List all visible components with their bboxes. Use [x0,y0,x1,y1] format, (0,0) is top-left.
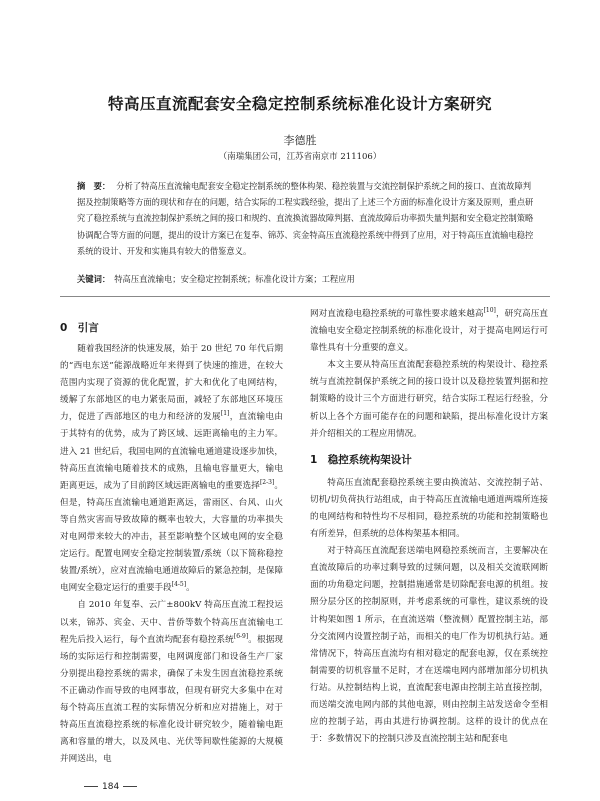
paragraph: 随着我国经济的快速发展，始于 20 世纪 70 年代后期的“西电东送”能源战略近年来得到了快速的推进，在较大范围内实现了资源的优化配置，扩大和优化了电网结构，缓解了东部地区的电力紧张局面，减轻了东部地区环境压力，促进了西部地区的电力和经济的发展[1]，直流输电由于其特有的优势，成为了跨区域、远距离输电的主力军。进入 21 世纪后，我国电网的直流输电通道建设逐步加快，特高压直流输电随着技术的成熟，且输电容量更大，输电距离更远，成为了目前跨区域远距离输电的重要选择[2-3]。但是，特高压直流输电通道距离远，雷雨区、台风、山火等自然灾害而导致故障的概率也较大，大容量的功率损失对电网带来较大的冲击，甚至影响整个区域电网的安全稳定运行。配置电网安全稳定控制装置/系统（以下简称稳控装置/系统），应对直流输电通道故障后的紧急控制，是保障电网安全稳定运行的重要手段[4-5]。 [60,344,283,594]
citation: [4-5] [171,581,187,589]
citation: [6-9] [233,632,249,640]
page-number: 184 [80,782,141,792]
paragraph: 对于特高压直流配套送端电网稳控系统而言，主要解决在直流故障后的功率过剩导致的过频问题，以及相关交流联网断面的功角稳定问题，控制措施通常是切除配套电源的机组。按照分层分区的控制原则，并考虑系统的可靠性，建议系统的设计构架如图 1 所示，在直流送端（整流侧）配置控制主站，部分交流网内设置控制子站，而相关的电厂作为切机执行站。通常情况下，特高压直流均有相对稳定的配套电源，仅在系统控制需要的切机容量不足时，才在送端电网内部增加部分切机执行站。从控制结构上说，直流配套电源由控制主站直接控制，而送端交流电网内部的其他电源，则由控制主站发送命令至相应的控制子站，再由其进行协调控制。这样的设计的优点在于：多数情况下的控制只涉及直流控制主站和配套电 [310,546,548,745]
paper-title: 特高压直流配套安全稳定控制系统标准化设计方案研究 [107,95,492,113]
abstract [77,178,537,259]
abstract-text: 分析了特高压直流输电配套安全稳定控制系统的整体构架、稳控装置与交流控制保护系统之间的接口、直流故障判据及控制策略等方面的现状和存在的问题，结合实际的工程实践经验，提出了上述三个方面的标准化设计方案及原则，重点研究了稳控系统与直流控制保护系统之间的接口和规约、直流换流器故障判据、直流故障后功率损失量判据和安全稳定控制策略协调配合等方面的问题，提出的设计方案已在复奉、锦苏、宾金特高压直流稳控系统中得到了应用，对于特高压直流输电稳控系统的设计、开发和实施具有较大的借鉴意义。 [77,181,534,256]
paragraph: 本文主要从特高压直流配套稳控系统的构架设计、稳控系统与直流控制保护系统之间的接口设计以及稳控装置判据和控制策略的设计三个方面进行研究，结合实际工程运行经验，分析以上各个方面可能存在的问题和缺陷，提出标准化设计方案并介绍相关的工程应用情况。 [310,360,548,439]
paragraph: 自 2010 年复奉、云广±800kV 特高压直流工程投运以来，锦苏、宾金、天中、昔侨等数个特高压直流输电工程先后投入运行，每个直流均配套有稳控系统[6-9]。根据现场的实际运行和控制需要，电网调度部门和设备生产厂家分别提出稳控系统的需求，确保了未发生因直流稳控系统不正确动作而导致的电网事故，但现有研究大多集中在对每个特高压直流工程的实际情况分析和应对措施上，对于特高压直流稳控系统的标准化设计研究较少，随着输电距离和容量的增大，以及风电、光伏等间歇性能源的大规模并网送出，电 [60,600,283,765]
affiliation: （南瑞集团公司，江苏省南京市 211106） [218,152,382,162]
right-column [310,306,548,748]
section-heading-introduction: 0 引言 [60,322,99,334]
keywords [77,272,537,286]
abstract-label: 摘 要： [77,181,111,191]
paragraph: 网对直流稳电稳控系统的可靠性要求越来越高[10]，研究高压直流输电安全稳定控制系统的标准化设计，对于提高电网运行可靠性具有十分重要的意义。 [310,307,548,354]
keywords-label: 关键词： [77,274,111,284]
left-column [60,320,283,768]
citation: [1] [220,410,230,418]
author-name: 李德胜 [283,134,317,147]
keywords-text: 特高压直流输电；安全稳定控制系统；标准化设计方案；工程应用 [114,274,355,284]
citation: [10] [483,307,496,315]
citation: [2-3] [259,478,275,486]
section-divider [60,296,550,297]
section-heading-architecture: 1 稳控系统构架设计 [310,453,412,466]
paragraph: 特高压直流配套稳控系统主要由换流站、交流控制子站、切机/切负荷执行站组成，由于特高压直流输电通道两端所连接的电网结构和特性均不尽相同，稳控系统的功能和控制策略也有所差异，但系统的总体构架基本相同。 [310,477,548,540]
